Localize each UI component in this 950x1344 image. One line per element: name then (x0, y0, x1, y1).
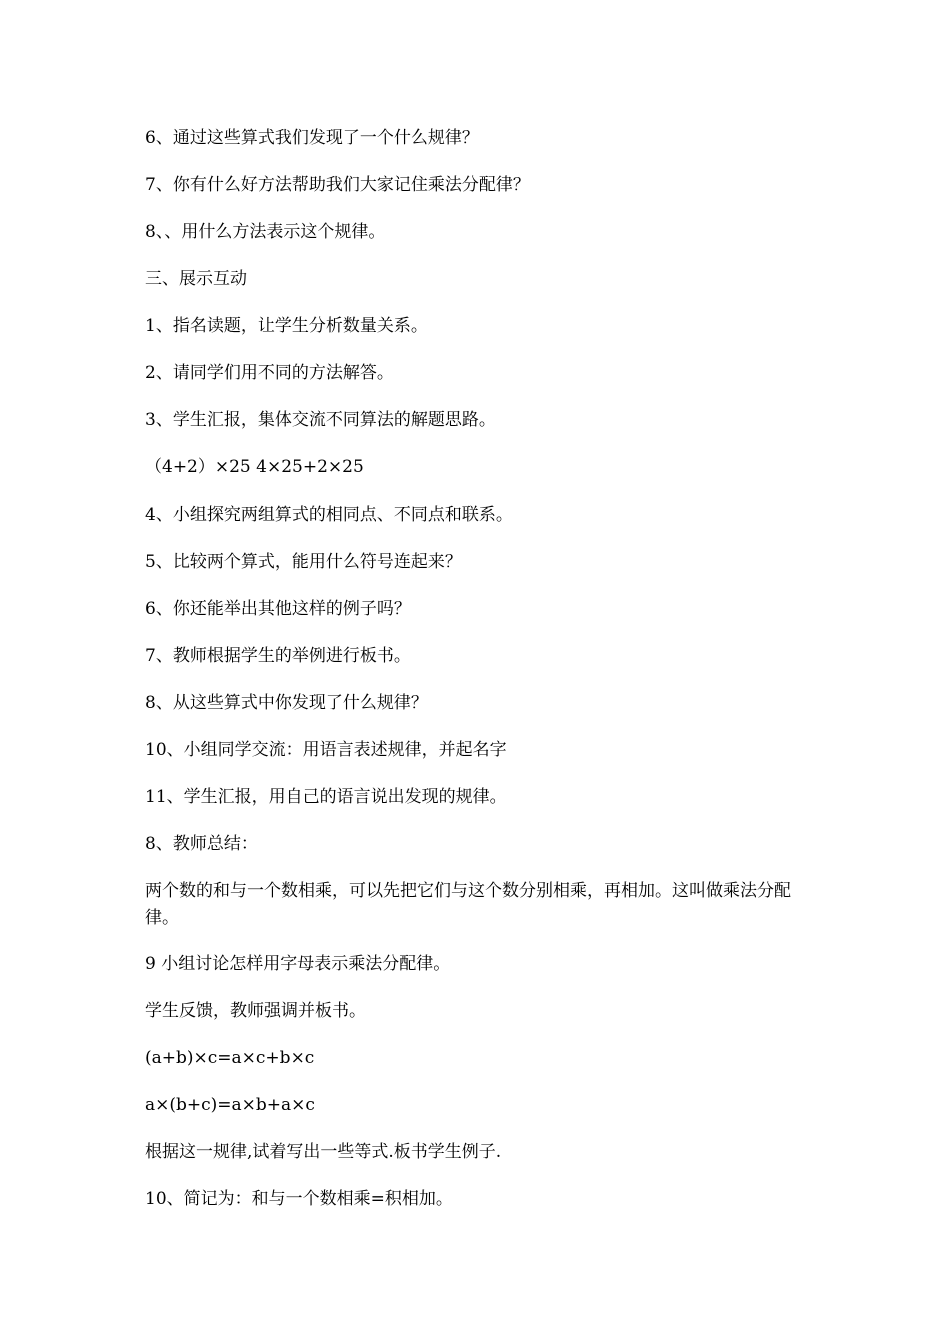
step-line: 8、从这些算式中你发现了什么规律？ (145, 693, 428, 713)
formula-line: （4+2）×25 4×25+2×25 (145, 457, 364, 477)
text-line: 学生反馈，教师强调并板书。 (145, 1001, 366, 1021)
step-line: 6、你还能举出其他这样的例子吗？ (145, 599, 411, 619)
step-line: 10、小组同学交流：用语言表述规律，并起名字 (145, 740, 507, 760)
question-line: 7、你有什么好方法帮助我们大家记住乘法分配律？ (145, 175, 530, 195)
step-line: 11、学生汇报，用自己的语言说出发现的规律。 (145, 787, 507, 807)
step-line: 7、教师根据学生的举例进行板书。 (145, 646, 411, 666)
step-line: 10、简记为：和与一个数相乘=积相加。 (145, 1189, 453, 1209)
step-line: 1、指名读题，让学生分析数量关系。 (145, 316, 428, 336)
formula-line: a×(b+c)=a×b+a×c (145, 1095, 315, 1115)
question-line: 6、通过这些算式我们发现了一个什么规律？ (145, 128, 479, 148)
formula-line: (a+b)×c=a×c+b×c (145, 1048, 315, 1068)
question-line: 8、、用什么方法表示这个规律。 (145, 222, 386, 242)
step-line: 9 小组讨论怎样用字母表示乘法分配律。 (145, 954, 451, 974)
step-line: 4、小组探究两组算式的相同点、不同点和联系。 (145, 505, 513, 525)
step-line: 5、比较两个算式，能用什么符号连起来？ (145, 552, 462, 572)
text-line: 根据这一规律,试着写出一些等式.板书学生例子. (145, 1142, 502, 1162)
step-line: 8、教师总结： (145, 834, 258, 854)
section-heading: 三、展示互动 (145, 269, 247, 289)
step-line: 3、学生汇报，集体交流不同算法的解题思路。 (145, 410, 496, 430)
summary-paragraph: 两个数的和与一个数相乘，可以先把它们与这个数分别相乘，再相加。这叫做乘法分配律。 (145, 881, 791, 928)
step-line: 2、请同学们用不同的方法解答。 (145, 363, 394, 383)
